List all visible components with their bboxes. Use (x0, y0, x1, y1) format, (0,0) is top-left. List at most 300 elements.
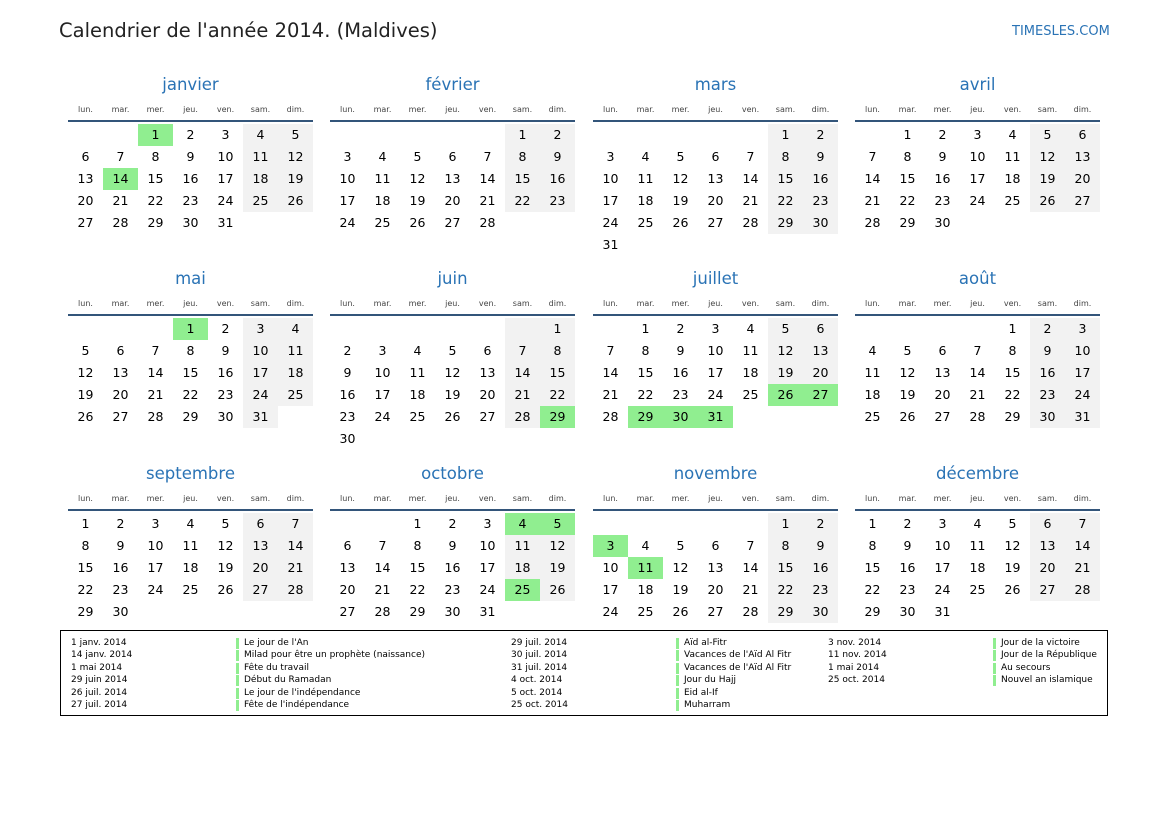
day-cell[interactable]: 20 (707, 582, 724, 597)
day-cell[interactable]: 27 (707, 604, 724, 619)
day-cell[interactable]: 18 (864, 387, 881, 402)
day-cell[interactable]: 8 (1008, 343, 1017, 358)
day-cell[interactable]: 4 (973, 516, 982, 531)
holiday-day-cell[interactable]: 26 (768, 384, 803, 406)
day-cell[interactable]: 20 (812, 365, 829, 380)
day-cell[interactable]: 5 (903, 343, 912, 358)
day-cell[interactable]: 25 (287, 387, 304, 402)
day-cell[interactable]: 25 (969, 582, 986, 597)
day-cell[interactable]: 28 (514, 409, 531, 424)
day-cell[interactable]: 15 (77, 560, 94, 575)
day-cell[interactable]: 13 (1074, 149, 1091, 164)
day-cell[interactable]: 3 (973, 127, 982, 142)
day-cell[interactable]: 6 (448, 149, 457, 164)
day-cell[interactable]: 14 (969, 365, 986, 380)
day-cell[interactable]: 10 (1074, 343, 1091, 358)
day-cell[interactable]: 2 (116, 516, 125, 531)
day-cell[interactable]: 24 (147, 582, 164, 597)
day-cell[interactable]: 19 (672, 193, 689, 208)
day-cell[interactable]: 14 (479, 171, 496, 186)
day-cell[interactable]: 17 (479, 560, 496, 575)
day-cell[interactable]: 11 (287, 343, 304, 358)
day-cell[interactable]: 21 (514, 387, 531, 402)
holiday-day-cell[interactable]: 14 (103, 168, 138, 190)
day-cell[interactable]: 2 (221, 321, 230, 336)
holiday-day-cell[interactable]: 31 (698, 406, 733, 428)
day-cell[interactable]: 2 (343, 343, 352, 358)
day-cell[interactable]: 18 (637, 582, 654, 597)
day-cell[interactable]: 19 (899, 387, 916, 402)
holiday-day-cell[interactable]: 1 (138, 124, 173, 146)
day-cell[interactable]: 22 (1004, 387, 1021, 402)
day-cell[interactable]: 24 (707, 387, 724, 402)
day-cell[interactable]: 28 (742, 215, 759, 230)
day-cell[interactable]: 16 (934, 171, 951, 186)
day-cell[interactable]: 31 (252, 409, 269, 424)
day-cell[interactable]: 22 (777, 582, 794, 597)
day-cell[interactable]: 28 (864, 215, 881, 230)
day-cell[interactable]: 13 (339, 560, 356, 575)
day-cell[interactable]: 21 (864, 193, 881, 208)
day-cell[interactable]: 6 (256, 516, 265, 531)
day-cell[interactable]: 10 (339, 171, 356, 186)
day-cell[interactable]: 13 (707, 560, 724, 575)
day-cell[interactable]: 20 (252, 560, 269, 575)
day-cell[interactable]: 22 (409, 582, 426, 597)
day-cell[interactable]: 3 (151, 516, 160, 531)
day-cell[interactable]: 1 (903, 127, 912, 142)
day-cell[interactable]: 20 (479, 387, 496, 402)
day-cell[interactable]: 18 (182, 560, 199, 575)
day-cell[interactable]: 12 (217, 538, 234, 553)
day-cell[interactable]: 10 (374, 365, 391, 380)
day-cell[interactable]: 2 (816, 516, 825, 531)
day-cell[interactable]: 4 (378, 149, 387, 164)
day-cell[interactable]: 8 (518, 149, 527, 164)
day-cell[interactable]: 13 (1039, 538, 1056, 553)
day-cell[interactable]: 12 (1004, 538, 1021, 553)
day-cell[interactable]: 17 (934, 560, 951, 575)
day-cell[interactable]: 8 (81, 538, 90, 553)
day-cell[interactable]: 17 (707, 365, 724, 380)
day-cell[interactable]: 23 (672, 387, 689, 402)
day-cell[interactable]: 6 (1078, 127, 1087, 142)
day-cell[interactable]: 5 (448, 343, 457, 358)
day-cell[interactable]: 14 (742, 560, 759, 575)
day-cell[interactable]: 3 (483, 516, 492, 531)
day-cell[interactable]: 31 (1074, 409, 1091, 424)
day-cell[interactable]: 14 (1074, 538, 1091, 553)
day-cell[interactable]: 14 (742, 171, 759, 186)
day-cell[interactable]: 19 (672, 582, 689, 597)
day-cell[interactable]: 25 (374, 215, 391, 230)
day-cell[interactable]: 19 (1039, 171, 1056, 186)
holiday-day-cell[interactable]: 29 (540, 406, 575, 428)
day-cell[interactable]: 11 (182, 538, 199, 553)
day-cell[interactable]: 8 (641, 343, 650, 358)
day-cell[interactable]: 28 (1074, 582, 1091, 597)
day-cell[interactable]: 20 (77, 193, 94, 208)
day-cell[interactable]: 20 (934, 387, 951, 402)
holiday-day-cell[interactable]: 1 (173, 318, 208, 340)
day-cell[interactable]: 20 (339, 582, 356, 597)
holiday-day-cell[interactable]: 27 (803, 384, 838, 406)
day-cell[interactable]: 12 (549, 538, 566, 553)
day-cell[interactable]: 7 (378, 538, 387, 553)
day-cell[interactable]: 25 (182, 582, 199, 597)
day-cell[interactable]: 9 (221, 343, 230, 358)
day-cell[interactable]: 17 (147, 560, 164, 575)
day-cell[interactable]: 26 (549, 582, 566, 597)
day-cell[interactable]: 7 (746, 538, 755, 553)
day-cell[interactable]: 24 (969, 193, 986, 208)
day-cell[interactable]: 14 (147, 365, 164, 380)
day-cell[interactable]: 7 (116, 149, 125, 164)
day-cell[interactable]: 6 (81, 149, 90, 164)
day-cell[interactable]: 5 (221, 516, 230, 531)
day-cell[interactable]: 9 (1043, 343, 1052, 358)
day-cell[interactable]: 11 (514, 538, 531, 553)
day-cell[interactable]: 6 (116, 343, 125, 358)
day-cell[interactable]: 16 (899, 560, 916, 575)
day-cell[interactable]: 2 (553, 127, 562, 142)
day-cell[interactable]: 4 (868, 343, 877, 358)
day-cell[interactable]: 9 (186, 149, 195, 164)
holiday-day-cell[interactable]: 11 (628, 557, 663, 579)
day-cell[interactable]: 29 (899, 215, 916, 230)
day-cell[interactable]: 26 (287, 193, 304, 208)
day-cell[interactable]: 16 (812, 560, 829, 575)
day-cell[interactable]: 26 (77, 409, 94, 424)
day-cell[interactable]: 6 (711, 538, 720, 553)
day-cell[interactable]: 10 (252, 343, 269, 358)
day-cell[interactable]: 23 (217, 387, 234, 402)
day-cell[interactable]: 27 (339, 604, 356, 619)
day-cell[interactable]: 26 (409, 215, 426, 230)
day-cell[interactable]: 14 (374, 560, 391, 575)
day-cell[interactable]: 19 (287, 171, 304, 186)
day-cell[interactable]: 11 (969, 538, 986, 553)
day-cell[interactable]: 9 (553, 149, 562, 164)
day-cell[interactable]: 29 (777, 215, 794, 230)
day-cell[interactable]: 1 (413, 516, 422, 531)
day-cell[interactable]: 18 (514, 560, 531, 575)
day-cell[interactable]: 1 (641, 321, 650, 336)
day-cell[interactable]: 21 (969, 387, 986, 402)
day-cell[interactable]: 23 (182, 193, 199, 208)
day-cell[interactable]: 8 (903, 149, 912, 164)
day-cell[interactable]: 24 (217, 193, 234, 208)
day-cell[interactable]: 1 (781, 127, 790, 142)
day-cell[interactable]: 18 (252, 171, 269, 186)
day-cell[interactable]: 3 (256, 321, 265, 336)
day-cell[interactable]: 7 (291, 516, 300, 531)
day-cell[interactable]: 13 (112, 365, 129, 380)
day-cell[interactable]: 19 (77, 387, 94, 402)
day-cell[interactable]: 28 (969, 409, 986, 424)
day-cell[interactable]: 20 (1039, 560, 1056, 575)
holiday-day-cell[interactable]: 29 (628, 406, 663, 428)
day-cell[interactable]: 15 (1004, 365, 1021, 380)
day-cell[interactable]: 15 (147, 171, 164, 186)
day-cell[interactable]: 9 (448, 538, 457, 553)
day-cell[interactable]: 24 (374, 409, 391, 424)
day-cell[interactable]: 29 (864, 604, 881, 619)
day-cell[interactable]: 8 (151, 149, 160, 164)
day-cell[interactable]: 18 (1004, 171, 1021, 186)
day-cell[interactable]: 19 (777, 365, 794, 380)
day-cell[interactable]: 13 (77, 171, 94, 186)
day-cell[interactable]: 9 (816, 149, 825, 164)
day-cell[interactable]: 3 (938, 516, 947, 531)
day-cell[interactable]: 5 (676, 149, 685, 164)
day-cell[interactable]: 31 (934, 604, 951, 619)
day-cell[interactable]: 26 (1039, 193, 1056, 208)
day-cell[interactable]: 21 (742, 193, 759, 208)
day-cell[interactable]: 5 (81, 343, 90, 358)
day-cell[interactable]: 15 (777, 560, 794, 575)
day-cell[interactable]: 15 (409, 560, 426, 575)
day-cell[interactable]: 17 (339, 193, 356, 208)
day-cell[interactable]: 25 (637, 215, 654, 230)
day-cell[interactable]: 30 (112, 604, 129, 619)
day-cell[interactable]: 12 (899, 365, 916, 380)
day-cell[interactable]: 19 (409, 193, 426, 208)
day-cell[interactable]: 23 (1039, 387, 1056, 402)
day-cell[interactable]: 24 (479, 582, 496, 597)
day-cell[interactable]: 30 (182, 215, 199, 230)
day-cell[interactable]: 15 (182, 365, 199, 380)
day-cell[interactable]: 9 (343, 365, 352, 380)
day-cell[interactable]: 29 (777, 604, 794, 619)
day-cell[interactable]: 21 (479, 193, 496, 208)
day-cell[interactable]: 2 (186, 127, 195, 142)
day-cell[interactable]: 16 (112, 560, 129, 575)
day-cell[interactable]: 22 (899, 193, 916, 208)
day-cell[interactable]: 19 (549, 560, 566, 575)
day-cell[interactable]: 11 (252, 149, 269, 164)
day-cell[interactable]: 9 (816, 538, 825, 553)
holiday-day-cell[interactable]: 25 (505, 579, 540, 601)
day-cell[interactable]: 15 (637, 365, 654, 380)
day-cell[interactable]: 25 (252, 193, 269, 208)
day-cell[interactable]: 24 (252, 387, 269, 402)
day-cell[interactable]: 29 (77, 604, 94, 619)
day-cell[interactable]: 23 (899, 582, 916, 597)
day-cell[interactable]: 20 (444, 193, 461, 208)
holiday-day-cell[interactable]: 4 (505, 513, 540, 535)
day-cell[interactable]: 24 (1074, 387, 1091, 402)
day-cell[interactable]: 8 (781, 149, 790, 164)
day-cell[interactable]: 30 (339, 431, 356, 446)
day-cell[interactable]: 11 (409, 365, 426, 380)
day-cell[interactable]: 4 (746, 321, 755, 336)
day-cell[interactable]: 5 (1008, 516, 1017, 531)
day-cell[interactable]: 5 (291, 127, 300, 142)
day-cell[interactable]: 6 (816, 321, 825, 336)
day-cell[interactable]: 26 (672, 604, 689, 619)
day-cell[interactable]: 3 (221, 127, 230, 142)
day-cell[interactable]: 7 (973, 343, 982, 358)
day-cell[interactable]: 31 (602, 237, 619, 252)
day-cell[interactable]: 27 (112, 409, 129, 424)
day-cell[interactable]: 16 (1039, 365, 1056, 380)
day-cell[interactable]: 13 (252, 538, 269, 553)
day-cell[interactable]: 6 (343, 538, 352, 553)
day-cell[interactable]: 11 (637, 171, 654, 186)
day-cell[interactable]: 27 (444, 215, 461, 230)
day-cell[interactable]: 16 (549, 171, 566, 186)
day-cell[interactable]: 2 (676, 321, 685, 336)
day-cell[interactable]: 12 (777, 343, 794, 358)
day-cell[interactable]: 6 (483, 343, 492, 358)
day-cell[interactable]: 23 (444, 582, 461, 597)
day-cell[interactable]: 27 (1074, 193, 1091, 208)
day-cell[interactable]: 20 (112, 387, 129, 402)
day-cell[interactable]: 21 (742, 582, 759, 597)
day-cell[interactable]: 30 (1039, 409, 1056, 424)
day-cell[interactable]: 19 (444, 387, 461, 402)
day-cell[interactable]: 4 (186, 516, 195, 531)
day-cell[interactable]: 26 (899, 409, 916, 424)
day-cell[interactable]: 30 (812, 604, 829, 619)
day-cell[interactable]: 18 (409, 387, 426, 402)
day-cell[interactable]: 17 (374, 387, 391, 402)
day-cell[interactable]: 30 (934, 215, 951, 230)
day-cell[interactable]: 21 (287, 560, 304, 575)
day-cell[interactable]: 9 (116, 538, 125, 553)
day-cell[interactable]: 10 (217, 149, 234, 164)
day-cell[interactable]: 23 (112, 582, 129, 597)
day-cell[interactable]: 22 (864, 582, 881, 597)
day-cell[interactable]: 9 (938, 149, 947, 164)
day-cell[interactable]: 28 (112, 215, 129, 230)
day-cell[interactable]: 3 (378, 343, 387, 358)
day-cell[interactable]: 18 (742, 365, 759, 380)
day-cell[interactable]: 23 (812, 582, 829, 597)
day-cell[interactable]: 7 (868, 149, 877, 164)
day-cell[interactable]: 15 (864, 560, 881, 575)
day-cell[interactable]: 26 (672, 215, 689, 230)
day-cell[interactable]: 13 (444, 171, 461, 186)
day-cell[interactable]: 10 (479, 538, 496, 553)
day-cell[interactable]: 29 (147, 215, 164, 230)
day-cell[interactable]: 23 (339, 409, 356, 424)
day-cell[interactable]: 25 (637, 604, 654, 619)
day-cell[interactable]: 10 (147, 538, 164, 553)
day-cell[interactable]: 25 (742, 387, 759, 402)
day-cell[interactable]: 20 (1074, 171, 1091, 186)
day-cell[interactable]: 6 (711, 149, 720, 164)
day-cell[interactable]: 28 (287, 582, 304, 597)
brand-link[interactable]: TIMESLES.COM (1012, 24, 1110, 39)
day-cell[interactable]: 12 (444, 365, 461, 380)
day-cell[interactable]: 4 (413, 343, 422, 358)
day-cell[interactable]: 8 (781, 538, 790, 553)
day-cell[interactable]: 17 (602, 193, 619, 208)
day-cell[interactable]: 13 (479, 365, 496, 380)
day-cell[interactable]: 16 (812, 171, 829, 186)
day-cell[interactable]: 22 (77, 582, 94, 597)
day-cell[interactable]: 27 (1039, 582, 1056, 597)
day-cell[interactable]: 15 (514, 171, 531, 186)
day-cell[interactable]: 5 (676, 538, 685, 553)
day-cell[interactable]: 27 (252, 582, 269, 597)
day-cell[interactable]: 6 (938, 343, 947, 358)
day-cell[interactable]: 25 (864, 409, 881, 424)
day-cell[interactable]: 2 (448, 516, 457, 531)
day-cell[interactable]: 16 (217, 365, 234, 380)
holiday-day-cell[interactable]: 30 (663, 406, 698, 428)
day-cell[interactable]: 27 (707, 215, 724, 230)
day-cell[interactable]: 26 (444, 409, 461, 424)
day-cell[interactable]: 13 (934, 365, 951, 380)
day-cell[interactable]: 27 (479, 409, 496, 424)
day-cell[interactable]: 14 (287, 538, 304, 553)
day-cell[interactable]: 12 (672, 171, 689, 186)
day-cell[interactable]: 17 (969, 171, 986, 186)
day-cell[interactable]: 8 (186, 343, 195, 358)
day-cell[interactable]: 12 (287, 149, 304, 164)
day-cell[interactable]: 21 (602, 387, 619, 402)
day-cell[interactable]: 5 (413, 149, 422, 164)
day-cell[interactable]: 20 (707, 193, 724, 208)
day-cell[interactable]: 27 (934, 409, 951, 424)
day-cell[interactable]: 1 (868, 516, 877, 531)
day-cell[interactable]: 26 (217, 582, 234, 597)
day-cell[interactable]: 30 (444, 604, 461, 619)
day-cell[interactable]: 25 (1004, 193, 1021, 208)
day-cell[interactable]: 29 (182, 409, 199, 424)
day-cell[interactable]: 27 (77, 215, 94, 230)
day-cell[interactable]: 5 (781, 321, 790, 336)
day-cell[interactable]: 24 (602, 604, 619, 619)
day-cell[interactable]: 30 (217, 409, 234, 424)
day-cell[interactable]: 25 (409, 409, 426, 424)
day-cell[interactable]: 23 (934, 193, 951, 208)
day-cell[interactable]: 7 (151, 343, 160, 358)
day-cell[interactable]: 18 (969, 560, 986, 575)
day-cell[interactable]: 2 (816, 127, 825, 142)
day-cell[interactable]: 17 (252, 365, 269, 380)
day-cell[interactable]: 22 (549, 387, 566, 402)
day-cell[interactable]: 1 (518, 127, 527, 142)
day-cell[interactable]: 7 (1078, 516, 1087, 531)
day-cell[interactable]: 12 (672, 560, 689, 575)
day-cell[interactable]: 7 (746, 149, 755, 164)
day-cell[interactable]: 13 (812, 343, 829, 358)
day-cell[interactable]: 18 (287, 365, 304, 380)
day-cell[interactable]: 22 (182, 387, 199, 402)
day-cell[interactable]: 14 (864, 171, 881, 186)
day-cell[interactable]: 16 (339, 387, 356, 402)
day-cell[interactable]: 28 (602, 409, 619, 424)
day-cell[interactable]: 3 (711, 321, 720, 336)
day-cell[interactable]: 8 (868, 538, 877, 553)
day-cell[interactable]: 9 (676, 343, 685, 358)
day-cell[interactable]: 2 (903, 516, 912, 531)
day-cell[interactable]: 16 (672, 365, 689, 380)
day-cell[interactable]: 31 (479, 604, 496, 619)
day-cell[interactable]: 15 (777, 171, 794, 186)
day-cell[interactable]: 4 (291, 321, 300, 336)
holiday-day-cell[interactable]: 3 (593, 535, 628, 557)
day-cell[interactable]: 12 (1039, 149, 1056, 164)
day-cell[interactable]: 22 (637, 387, 654, 402)
day-cell[interactable]: 28 (742, 604, 759, 619)
day-cell[interactable]: 6 (1043, 516, 1052, 531)
day-cell[interactable]: 15 (549, 365, 566, 380)
